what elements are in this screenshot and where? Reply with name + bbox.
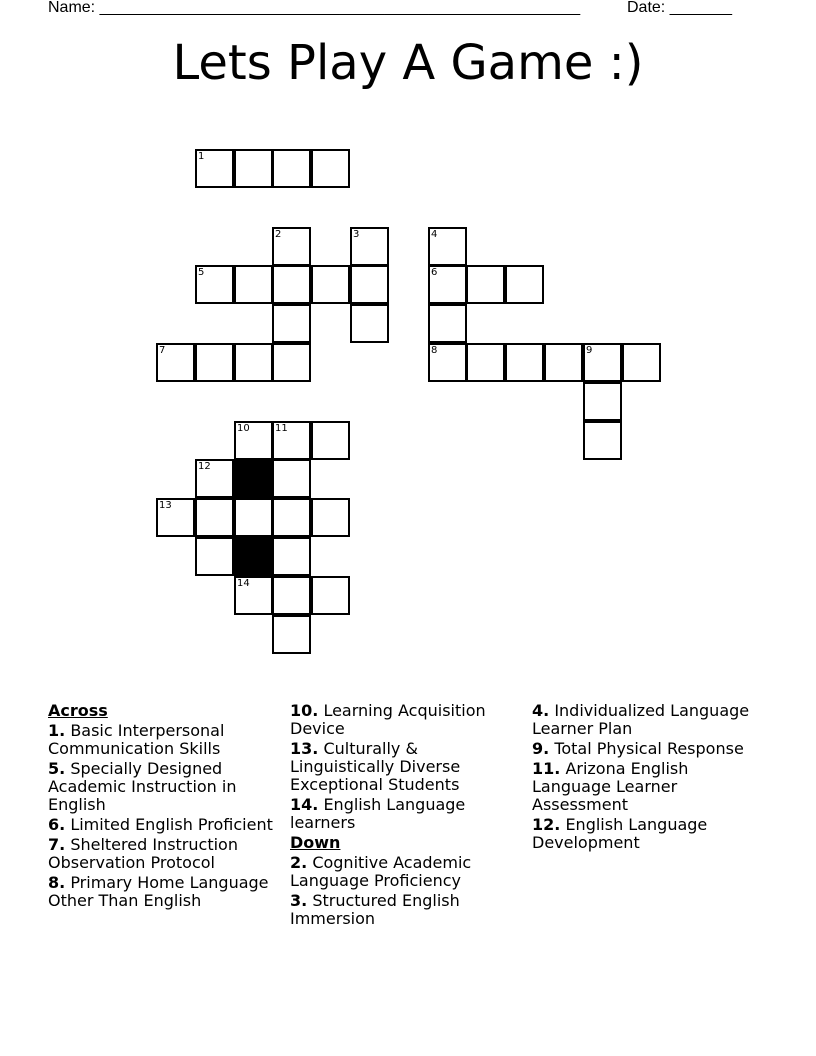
clue-item xyxy=(532,702,772,738)
grid-cell-10[interactable] xyxy=(234,421,273,460)
page-title: Lets Play A Game :) xyxy=(172,35,644,91)
grid-cell-13[interactable] xyxy=(156,498,195,537)
clue-item-number: 6. xyxy=(48,815,66,834)
clue-item-number: 12. xyxy=(532,815,561,834)
grid-cell-3[interactable] xyxy=(350,227,389,266)
grid-cell[interactable] xyxy=(428,304,467,343)
clue-item-number: 10. xyxy=(290,701,319,720)
grid-cell[interactable] xyxy=(505,265,544,304)
clue-item-text: Individualized Language Learner Plan xyxy=(532,701,750,738)
grid-cell-6[interactable] xyxy=(428,265,467,304)
clue-item-number: 11. xyxy=(532,759,561,778)
clue-item-text: Limited English Proficient xyxy=(70,815,273,834)
clue-item-text: Culturally & Linguistically Diverse Exceptional Students xyxy=(290,739,461,794)
grid-cell[interactable] xyxy=(350,304,389,343)
clue-item-text: Primary Home Language Other Than English xyxy=(48,873,269,910)
clue-number: 7 xyxy=(159,345,166,356)
clue-number: 12 xyxy=(198,461,211,472)
clue-item-text: Cognitive Academic Language Proficiency xyxy=(290,853,472,890)
clue-item-text: Arizona English Language Learner Assessment xyxy=(532,759,689,814)
grid-cell[interactable] xyxy=(272,304,311,343)
grid-cell-12[interactable] xyxy=(195,459,234,498)
grid-cell[interactable] xyxy=(622,343,661,382)
grid-cell-2[interactable] xyxy=(272,227,311,266)
section-heading-down: Down xyxy=(290,833,341,852)
grid-cell-11[interactable] xyxy=(272,421,311,460)
clue-item xyxy=(532,816,772,852)
clue-column-3 xyxy=(532,702,772,854)
grid-cell[interactable] xyxy=(272,265,311,304)
clue-item xyxy=(290,854,522,890)
grid-cell[interactable] xyxy=(195,343,234,382)
grid-cell[interactable] xyxy=(272,498,311,537)
clue-column-2 xyxy=(290,702,522,930)
grid-cell[interactable] xyxy=(272,615,311,654)
grid-cell[interactable] xyxy=(466,265,505,304)
clue-item-number: 14. xyxy=(290,795,319,814)
grid-cell-9[interactable] xyxy=(583,343,622,382)
grid-cell[interactable] xyxy=(272,149,311,188)
clue-item-text: Sheltered Instruction Observation Protocol xyxy=(48,835,238,872)
black-square xyxy=(234,459,273,498)
clue-number: 13 xyxy=(159,500,172,511)
grid-cell-1[interactable] xyxy=(195,149,234,188)
name-field[interactable]: Name: ______________________________________________________ xyxy=(48,0,581,16)
clue-number: 10 xyxy=(237,423,250,434)
clue-number: 3 xyxy=(353,229,360,240)
clue-item-number: 13. xyxy=(290,739,319,758)
clue-number: 11 xyxy=(275,423,288,434)
clue-item-number: 2. xyxy=(290,853,308,872)
grid-cell[interactable] xyxy=(311,576,350,615)
clue-item xyxy=(532,740,772,758)
clue-item xyxy=(290,892,522,928)
grid-cell-8[interactable] xyxy=(428,343,467,382)
grid-cell[interactable] xyxy=(311,421,350,460)
clue-number: 5 xyxy=(198,267,205,278)
grid-cell-5[interactable] xyxy=(195,265,234,304)
clue-number: 6 xyxy=(431,267,438,278)
clue-item-number: 9. xyxy=(532,739,550,758)
clue-item-text: Specially Designed Academic Instruction in English xyxy=(48,759,237,814)
clue-item-number: 1. xyxy=(48,721,66,740)
clue-item xyxy=(532,760,772,814)
clue-item xyxy=(48,836,280,872)
grid-cell[interactable] xyxy=(272,537,311,576)
clue-item xyxy=(48,816,280,834)
clue-item xyxy=(48,874,280,910)
grid-cell[interactable] xyxy=(234,498,273,537)
grid-cell[interactable] xyxy=(544,343,583,382)
grid-cell[interactable] xyxy=(195,537,234,576)
grid-cell[interactable] xyxy=(350,265,389,304)
clue-item-text: Structured English Immersion xyxy=(290,891,460,928)
clue-item-text: Learning Acquisition Device xyxy=(290,701,486,738)
grid-cell[interactable] xyxy=(234,265,273,304)
clue-number: 1 xyxy=(198,151,205,162)
clue-column-1 xyxy=(48,702,280,912)
grid-cell[interactable] xyxy=(505,343,544,382)
clue-item xyxy=(48,760,280,814)
clue-item xyxy=(48,722,280,758)
clue-item-number: 4. xyxy=(532,701,550,720)
section-heading-across: Across xyxy=(48,701,108,720)
grid-cell[interactable] xyxy=(272,343,311,382)
grid-cell[interactable] xyxy=(583,421,622,460)
grid-cell[interactable] xyxy=(311,265,350,304)
clue-item-number: 7. xyxy=(48,835,66,854)
clue-number: 9 xyxy=(586,345,593,356)
clue-item xyxy=(290,702,522,738)
grid-cell-7[interactable] xyxy=(156,343,195,382)
date-field[interactable]: Date: _______ xyxy=(627,0,732,16)
clue-item-number: 3. xyxy=(290,891,308,910)
grid-cell[interactable] xyxy=(272,576,311,615)
grid-cell[interactable] xyxy=(583,382,622,421)
grid-cell[interactable] xyxy=(466,343,505,382)
clue-item-number: 8. xyxy=(48,873,66,892)
clue-item xyxy=(290,740,522,794)
clue-number: 14 xyxy=(237,578,250,589)
clue-item-text: English Language Development xyxy=(532,815,708,852)
clue-item-number: 5. xyxy=(48,759,66,778)
clue-item-text: English Language learners xyxy=(290,795,466,832)
clue-number: 4 xyxy=(431,229,438,240)
grid-cell[interactable] xyxy=(311,149,350,188)
grid-cell[interactable] xyxy=(234,343,273,382)
clue-item-text: Total Physical Response xyxy=(554,739,744,758)
grid-cell[interactable] xyxy=(311,498,350,537)
clue-number: 8 xyxy=(431,345,438,356)
clue-item xyxy=(290,796,522,832)
black-square xyxy=(234,537,273,576)
grid-cell[interactable] xyxy=(195,498,234,537)
grid-cell[interactable] xyxy=(272,459,311,498)
grid-cell[interactable] xyxy=(234,149,273,188)
grid-cell-4[interactable] xyxy=(428,227,467,266)
clue-item-text: Basic Interpersonal Communication Skills xyxy=(48,721,225,758)
clue-number: 2 xyxy=(275,229,282,240)
grid-cell-14[interactable] xyxy=(234,576,273,615)
